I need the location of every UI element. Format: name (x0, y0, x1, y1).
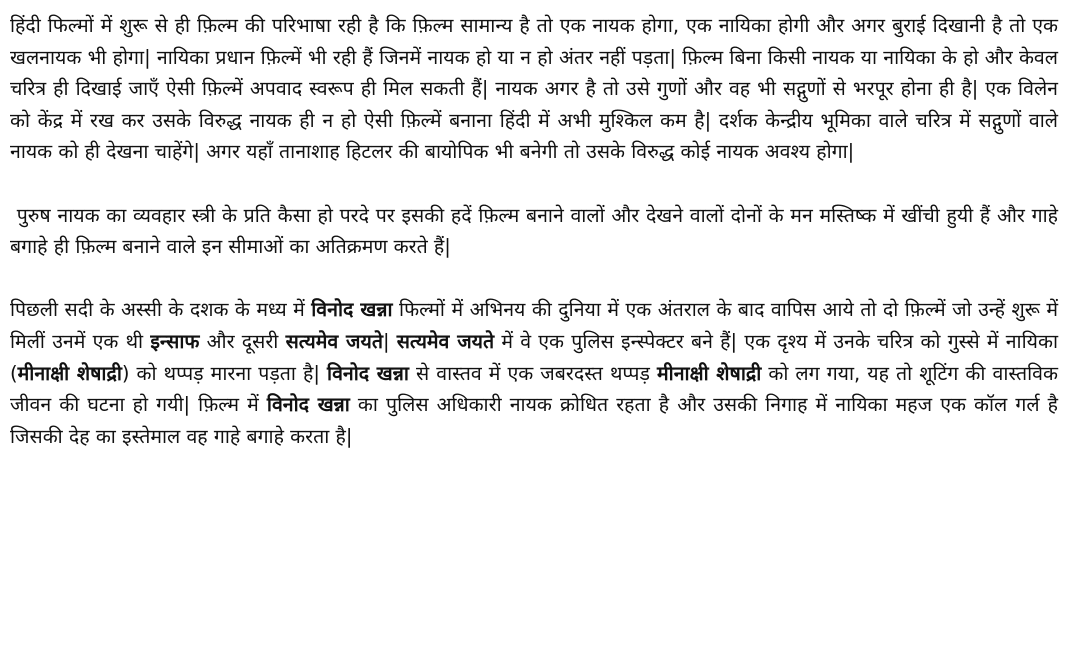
text-segment: ) को थप्पड़ मारना पड़ता है| (121, 361, 328, 385)
paragraph-text: पुरुष नायक का व्यवहार स्त्री के प्रति कैसा हो परदे पर इसकी हदें फ़िल्म बनाने वालों और देखने वालों दोनों के मन मस्तिष्क में खींची हुयी हैं और गाहे बगाहे ही फ़िल्म बनाने वाले इन सीमाओं का अतिक्रमण करते हैं| (10, 203, 1058, 259)
actress-name-bold: मीनाक्षी शेषाद्री (657, 361, 762, 385)
text-segment: का पुलिस अधिकारी नायक क्रोधित रहता है और उसकी निगाह में नायिका महज एक कॉल गर्ल है जिसकी देह का इस्तेमाल वह गाहे बगाहे करता है| (10, 393, 1059, 448)
paragraph-vinod-khanna-anecdote (10, 294, 1058, 452)
actor-name-bold: विनोद खन्ना (266, 393, 350, 417)
text-segment: | (382, 329, 397, 353)
actor-name-bold: विनोद खन्ना (311, 298, 393, 322)
text-segment: फिल्मों में अभिनय की दुनिया में एक अंतराल के बाद वापिस आये तो दो फ़िल्में जो उन्हें शुरू में मिलीं उनमें एक थी (10, 298, 1058, 353)
actor-name-bold: विनोद खन्ना (327, 361, 409, 385)
text-segment: और दूसरी (199, 329, 286, 353)
paragraph-text: हिंदी फिल्मों में शुरू से ही फ़िल्म की परिभाषा रही है कि फ़िल्म सामान्य है तो एक नायक होगा, एक नायिका होगी और अगर बुराई दिखानी है तो एक खलनायक भी होगा| नायिका प्रधान फ़िल्में भी रही हैं जिनमें नायक हो या न हो अंतर नहीं पड़ता| फ़िल्म बिना किसी नायक या नायिका के हो और केवल चरित्र ही दिखाई जाएँ ऐसी फ़िल्में अपवाद स्वरूप ही मिल सकती हैं| नायक अगर है तो उसे गुणों और वह भी सद्गुणों से भरपूर होना ही है| एक विलेन को केंद्र में रख कर उसके विरुद्ध नायक ही न हो ऐसी फ़िल्में बनाना हिंदी में अभी मुश्किल कम है| दर्शक केन्द्रीय भूमिका वाले चरित्र में सद्गुणों वाले नायक को ही देखना चाहेंगे| अगर यहाँ तानाशाह हिटलर की बायोपिक भी बनेगी तो उसके विरुद्ध कोई नायक अवश्य होगा| (10, 14, 1058, 164)
text-segment: पिछली सदी के अस्सी के दशक के मध्य में (10, 298, 312, 322)
text-segment: में वे एक पुलिस इन्स्पेक्टर बने हैं| एक दृश्य में उनके चरित्र को गुस्से में नायिका ( (10, 329, 1058, 385)
film-title-bold: सत्यमेव जयते (285, 329, 383, 353)
paragraph-male-hero-behaviour (10, 200, 1058, 263)
text-segment: को लग गया, यह तो शूटिंग की वास्तविक जीवन की घटना हो गयी| फ़िल्म में (10, 361, 1058, 417)
film-title-bold: सत्यमेव जयते (396, 329, 495, 353)
text-segment: से वास्तव में एक जबरदस्त थप्पड़ (408, 361, 658, 385)
paragraph-hero-definition (10, 10, 1058, 168)
actress-name-bold: मीनाक्षी शेषाद्री (17, 361, 122, 385)
film-title-bold: इन्साफ (150, 329, 200, 353)
